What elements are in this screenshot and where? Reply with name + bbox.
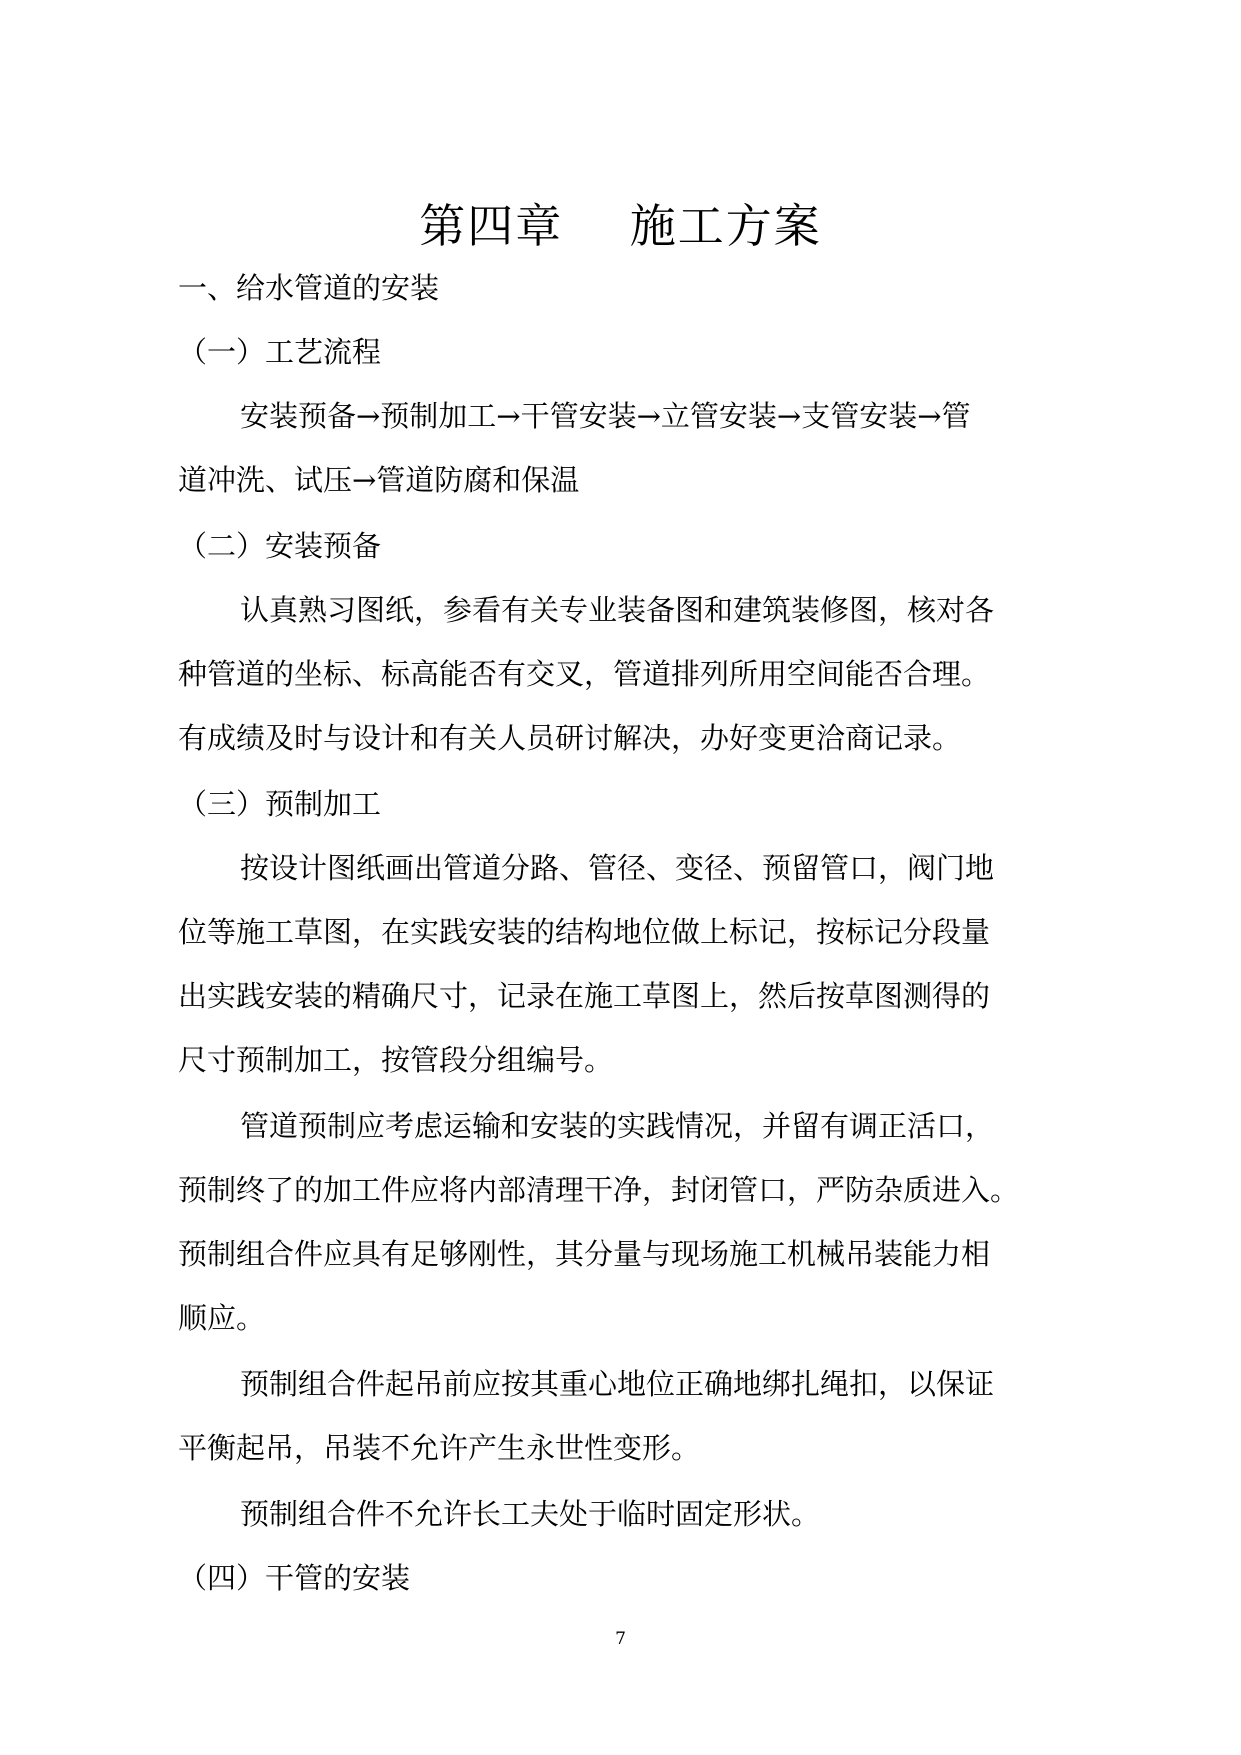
subsection-heading: （四）干管的安装: [178, 1561, 411, 1595]
paragraph-line: 位等施工草图，在实践安装的结构地位做上标记，按标记分段量: [178, 915, 991, 949]
subsection-heading: （二）安装预备: [178, 529, 382, 563]
paragraph-line: 按设计图纸画出管道分路、管径、变径、预留管口，阀门地: [240, 851, 995, 885]
paragraph-line: 种管道的坐标、标高能否有交叉，管道排列所用空间能否合理。: [178, 657, 991, 691]
paragraph-line: 预制组合件起吊前应按其重心地位正确地绑扎绳扣，以保证: [240, 1367, 995, 1401]
paragraph-line: 认真熟习图纸，参看有关专业装备图和建筑装修图，核对各: [240, 593, 995, 627]
paragraph-line: 有成绩及时与设计和有关人员研讨解决，办好变更洽商记录。: [178, 721, 962, 755]
paragraph-line: 预制组合件不允许长工夫处于临时固定形状。: [240, 1497, 821, 1531]
paragraph-line: 顺应。: [178, 1301, 266, 1335]
paragraph-line: 尺寸预制加工，按管段分组编号。: [178, 1043, 614, 1077]
page-number: 7: [615, 1629, 626, 1649]
subsection-heading: （一）工艺流程: [178, 335, 382, 369]
section-heading: 一、给水管道的安装: [178, 271, 440, 305]
paragraph-line: 预制终了的加工件应将内部清理干净，封闭管口，严防杂质进入。: [178, 1173, 1020, 1207]
paragraph-line: 出实践安装的精确尺寸，记录在施工草图上，然后按草图测得的: [178, 979, 991, 1013]
paragraph-line: 道冲洗、试压→管道防腐和保温: [178, 463, 580, 497]
paragraph-line: 安装预备→预制加工→干管安装→立管安装→支管安装→管: [240, 399, 971, 433]
paragraph-line: 管道预制应考虑运输和安装的实践情况，并留有调正活口，: [240, 1109, 995, 1143]
paragraph-line: 平衡起吊，吊装不允许产生永世性变形。: [178, 1431, 701, 1465]
paragraph-line: 预制组合件应具有足够刚性，其分量与现场施工机械吊装能力相: [178, 1237, 991, 1271]
subsection-heading: （三）预制加工: [178, 787, 382, 821]
chapter-title: 第四章 施工方案: [419, 199, 822, 253]
